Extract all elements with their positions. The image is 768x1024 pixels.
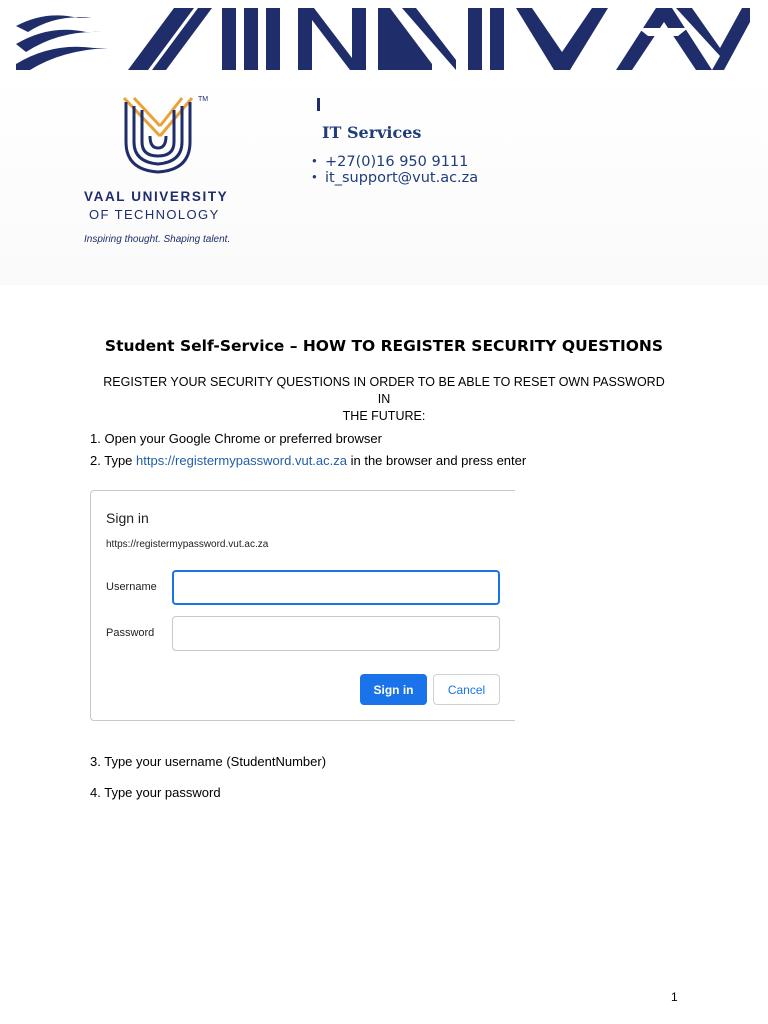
intro-text xyxy=(96,374,672,425)
step-4: 4. Type your password xyxy=(90,785,221,800)
university-tagline: Inspiring thought. Shaping talent. xyxy=(84,234,231,245)
intro-line-1: REGISTER YOUR SECURITY QUESTIONS IN ORDER TO BE ABLE TO RESET OWN PASSWORD IN xyxy=(103,375,665,406)
step-2-prefix: 2. Type xyxy=(90,453,137,468)
university-name: VAAL UNIVERSITY xyxy=(84,189,229,204)
university-shield-logo xyxy=(120,96,196,174)
signin-button[interactable]: Sign in xyxy=(360,674,427,705)
university-subname: OF TECHNOLOGY xyxy=(89,207,220,222)
step-3: 3. Type your username (StudentNumber) xyxy=(90,754,327,769)
brand-pattern-banner xyxy=(16,8,750,70)
password-input[interactable] xyxy=(172,616,500,651)
page-number: 1 xyxy=(671,990,678,1004)
department-title: IT Services xyxy=(322,123,422,142)
email-icon: ● xyxy=(312,172,317,181)
signin-url: https://registermypassword.vut.ac.za xyxy=(106,539,269,550)
trademark-mark: TM xyxy=(198,96,209,103)
password-label: Password xyxy=(106,627,155,639)
signin-title: Sign in xyxy=(106,510,149,526)
username-label: Username xyxy=(106,581,157,593)
step-2-suffix: in the browser and press enter xyxy=(347,453,527,468)
text-cursor-mark xyxy=(317,98,320,111)
contact-phone: +27(0)16 950 9111 xyxy=(325,154,469,170)
document-title: Student Self-Service – HOW TO REGISTER SECURITY QUESTIONS xyxy=(104,337,664,355)
intro-line-2: THE FUTURE: xyxy=(342,409,426,423)
step-2 xyxy=(90,453,526,468)
username-input[interactable] xyxy=(172,570,500,605)
phone-icon: ● xyxy=(312,156,317,165)
step-1: 1. Open your Google Chrome or preferred browser xyxy=(90,431,382,446)
register-password-link[interactable]: https://registermypassword.vut.ac.za xyxy=(136,453,347,468)
contact-email: it_support@vut.ac.za xyxy=(325,170,479,186)
cancel-button[interactable]: Cancel xyxy=(433,674,500,705)
